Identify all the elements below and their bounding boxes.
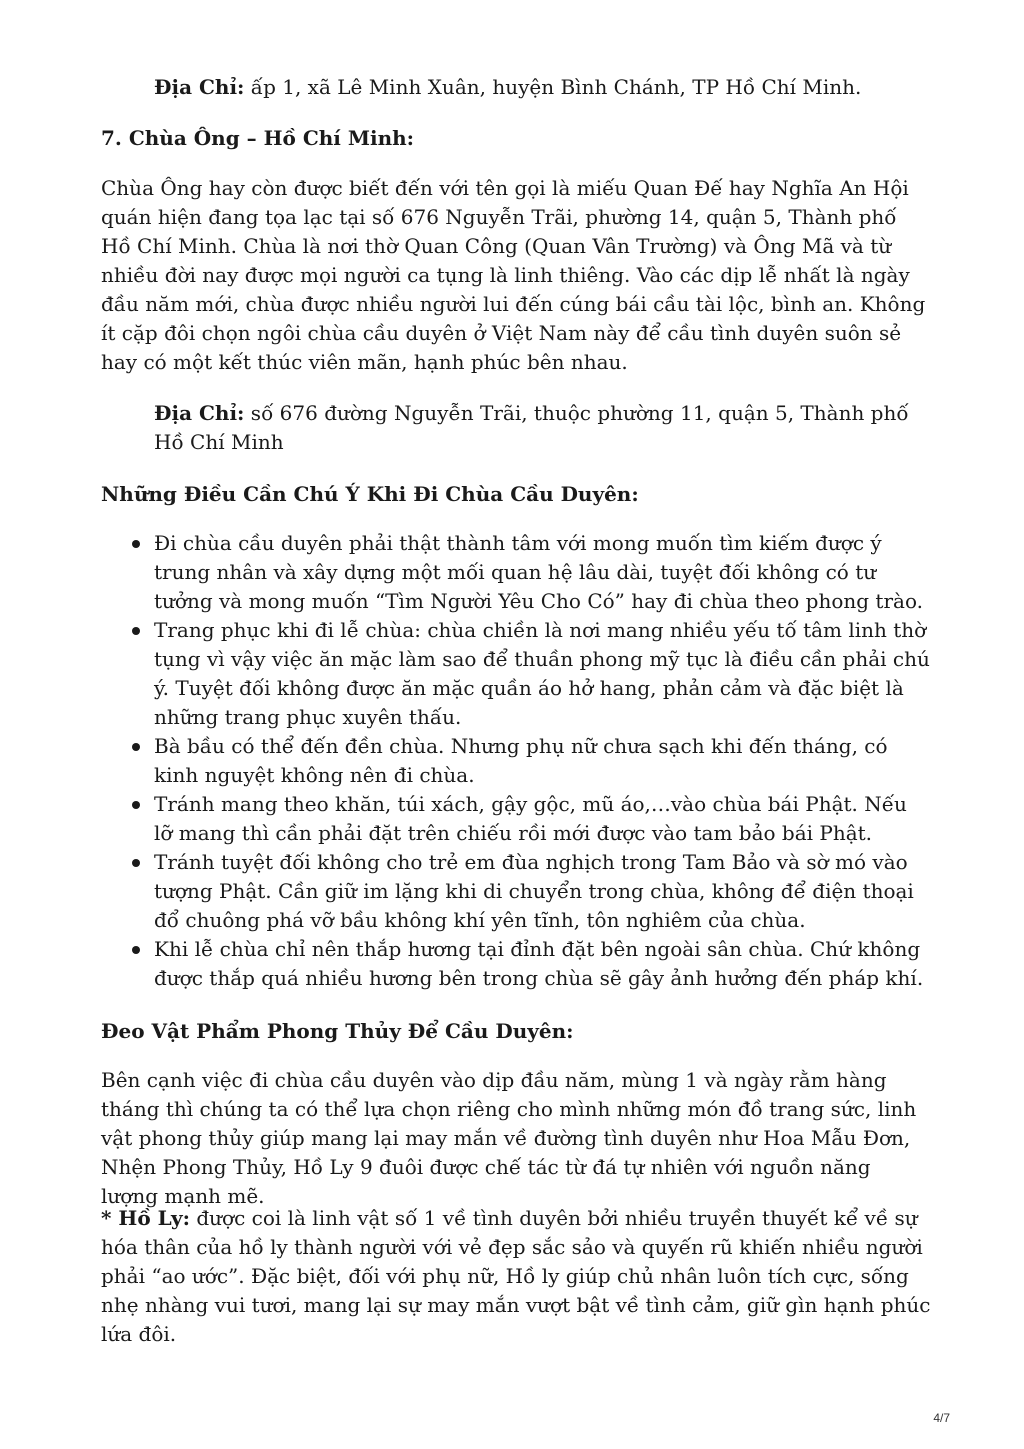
- section-7-paragraph: Chùa Ông hay còn được biết đến với tên gọi là miếu Quan Đế hay Nghĩa An Hội quán hiện đang tọa lạc tại số 676 Nguyễn Trãi, phường 14, quận 5, Thành phố Hồ Chí Minh. Chùa là nơi thờ Quan Công (Quan Vân Trường) và Ông Mã và từ nhiều đời nay được mọi người ca tụng là linh thiêng. Vào các dịp lễ nhất là ngày đầu năm mới, chùa được nhiều người lui đến cúng bái cầu tài lộc, bình an. Không ít cặp đôi chọn ngôi chùa cầu duyên ở Việt Nam này để cầu tình duyên suôn sẻ hay có một kết thúc viên mãn, hạnh phúc bên nhau.: [101, 176, 926, 374]
- list-item: Khi lễ chùa chỉ nên thắp hương tại đỉnh đặt bên ngoài sân chùa. Chứ không được thắp quá nhiều hương bên trong chùa sẽ gây ảnh hưởng đến pháp khí.: [101, 935, 931, 993]
- address-text: số 676 đường Nguyễn Trãi, thuộc phường 11, quận 5, Thành phố Hồ Chí Minh: [154, 401, 909, 454]
- list-item: Đi chùa cầu duyên phải thật thành tâm với mong muốn tìm kiếm được ý trung nhân và xây dựng một mối quan hệ lâu dài, tuyệt đối không có tư tưởng và mong muốn “Tìm Người Yêu Cho Có” hay đi chùa theo phong trào.: [101, 529, 931, 616]
- list-item: Trang phục khi đi lễ chùa: chùa chiền là nơi mang nhiều yếu tố tâm linh thờ tụng vì vậy việc ăn mặc làm sao để thuần phong mỹ tục là điều cần phải chú ý. Tuyệt đối không được ăn mặc quần áo hở hang, phản cảm và đặc biệt là những trang phục xuyên thấu.: [101, 616, 931, 732]
- fengshui-heading: Đeo Vật Phẩm Phong Thủy Để Cầu Duyên:: [101, 1019, 574, 1043]
- notes-heading: Những Điều Cần Chú Ý Khi Đi Chùa Cầu Duyên:: [101, 482, 639, 506]
- address-line-2: [154, 399, 934, 457]
- fengshui-paragraph: Bên cạnh việc đi chùa cầu duyên vào dịp đầu năm, mùng 1 và ngày rằm hàng tháng thì chúng ta có thể lựa chọn riêng cho mình những món đồ trang sức, linh vật phong thủy giúp mang lại may mắn về đường tình duyên như Hoa Mẫu Đơn, Nhện Phong Thủy, Hồ Ly 9 đuôi được chế tác từ đá tự nhiên với nguồn năng lượng mạnh mẽ.: [101, 1068, 917, 1208]
- ho-ly-text: được coi là linh vật số 1 về tình duyên bởi nhiều truyền thuyết kể về sự hóa thân của hồ ly thành người với vẻ đẹp sắc sảo và quyến rũ khiến nhiều người phải “ao ước”. Đặc biệt, đối với phụ nữ, Hồ ly giúp chủ nhân luôn tích cực, sống nhẹ nhàng vui tươi, mang lại sự may mắn vượt bật về tình cảm, giữ gìn hạnh phúc lứa đôi.: [101, 1206, 931, 1346]
- address-label: Địa Chỉ:: [154, 401, 245, 425]
- list-item: Bà bầu có thể đến đền chùa. Nhưng phụ nữ chưa sạch khi đến tháng, có kinh nguyệt không nên đi chùa.: [101, 732, 931, 790]
- page-number: 4/7: [933, 1411, 950, 1425]
- list-item: Tránh mang theo khăn, túi xách, gậy gộc, mũ áo,…vào chùa bái Phật. Nếu lỡ mang thì cần phải đặt trên chiếu rồi mới được vào tam bảo bái Phật.: [101, 790, 931, 848]
- ho-ly-paragraph: [101, 1204, 931, 1349]
- notes-list: [101, 529, 931, 993]
- address-line-1: [154, 73, 934, 102]
- ho-ly-label: * Hồ Ly:: [101, 1206, 190, 1230]
- section-7-heading: 7. Chùa Ông – Hồ Chí Minh:: [101, 126, 415, 150]
- address-text: ấp 1, xã Lê Minh Xuân, huyện Bình Chánh, TP Hồ Chí Minh.: [244, 75, 862, 99]
- list-item: Tránh tuyệt đối không cho trẻ em đùa nghịch trong Tam Bảo và sờ mó vào tượng Phật. Cần giữ im lặng khi di chuyển trong chùa, không để điện thoại đổ chuông phá vỡ bầu không khí yên tĩnh, tôn nghiêm của chùa.: [101, 848, 931, 935]
- address-label: Địa Chỉ:: [154, 75, 245, 99]
